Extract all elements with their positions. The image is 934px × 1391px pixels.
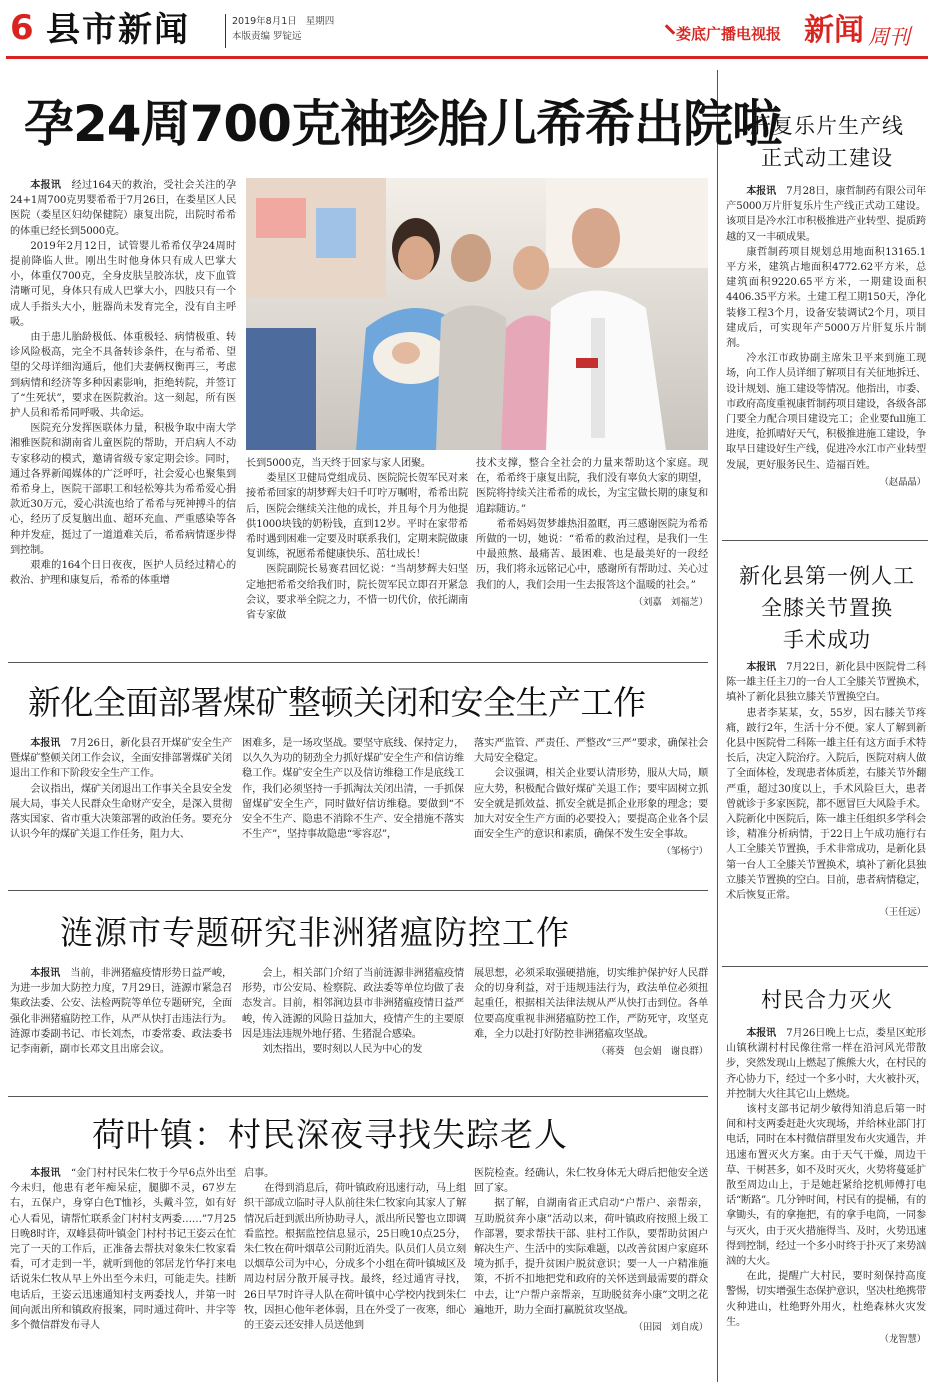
paragraph <box>726 660 926 706</box>
paragraph <box>726 245 926 351</box>
paragraph <box>474 1166 708 1196</box>
side2-title <box>722 560 932 656</box>
paragraph-text: 长到5000克，当天终于回家与家人团聚。 <box>246 458 431 469</box>
side1-body <box>726 184 926 528</box>
paragraph <box>242 1042 464 1057</box>
paragraph <box>10 736 232 782</box>
paragraph-text: 落实严监管、严责任、严整改“三严”要求，确保社会大局安全稳定。 <box>474 738 708 765</box>
article1-bottom-rule <box>8 662 708 663</box>
page-number: 6 <box>10 8 34 48</box>
paragraph-text: 当前，非洲猪瘟疫情形势日益严峻，为进一步加大防控力度，7月29日，涟源市紧急召集政法委、公安、法检两院等单位专题研究，全面强化非洲猪瘟防控工作，从严从快打击违法行为。涟源市委副书记、市长刘杰，市委常委、政法委书记李南新，副市长邓文且出席会议。 <box>10 968 232 1056</box>
article3-bottom-rule <box>8 1096 708 1097</box>
paragraph <box>10 421 236 558</box>
paragraph <box>474 736 708 766</box>
dateline-label: 本报讯 <box>30 738 61 749</box>
paragraph-text: 医院充分发挥医联体力量，积极争取中南大学湘雅医院和湖南省儿童医院的帮助，开启病人不动专家移动的模式，邀请省级专家定期会诊。同时，通过各界新闻媒体的广泛呼吁，社会爱心也聚集到希希身上，医院干部职工和轻松筹共为希希爱心捐款近30万元，爱心洪流也给了希希与死神搏斗的信心，经历了反复脑出血、超环充血、严重感染等各种并发症，挺过了一道道难关后，希希病情逐步得到控制。 <box>10 423 236 556</box>
paragraph <box>10 239 236 330</box>
article2-col1 <box>10 736 232 876</box>
paragraph-text: 2019年2月12日，试管婴儿希希仅孕24周时提前降临人世。刚出生时他身体只有成人巴掌大小，体重仅700克，全身皮肤呈胶冻状，皮下血管清晰可见，身体只有成人巴掌大小，四肢只有一个成人手指头大小，脏器尚未发育完全，没有自主呼吸。 <box>10 240 236 328</box>
article1-col3 <box>476 456 708 656</box>
masthead-date: 2019年8月1日 <box>232 16 297 27</box>
byline: （刘嘉 刘福芝） <box>633 596 708 608</box>
section-title: 县市新闻 <box>46 10 190 50</box>
paragraph <box>726 351 926 473</box>
paragraph-text: 娄星区卫健局党组成员、医院院长贺军民对来接希希回家的胡梦辉夫妇千叮咛万嘱咐，希希出院后，医院会继续关注他的成长，并且每个月为他提供1000块钱的奶粉钱，直到12岁。平时在家带希希时遇到困难一定要及时联系我们，定期来院做康复训练，祝愿希希健康快乐、茁壮成长！ <box>246 473 468 561</box>
byline: （王任远） <box>879 907 926 919</box>
article2-col2 <box>242 736 464 876</box>
paragraph <box>10 1166 236 1333</box>
paragraph-text: 会议指出，煤矿关闭退出工作事关全县安全发展大局，事关人民群众生命财产安全，是深入贯彻落实国家、省市重大决策部署的政治任务。要充分认识今年的煤矿关退工作任务，阻力大、 <box>10 783 232 841</box>
article3-col1 <box>10 966 232 1086</box>
article1-title: 孕24周700克袖珍胎儿希希出院啦 <box>24 95 781 153</box>
paragraph-text: 经过164天的救治，受社会关注的孕24+1周700克男婴希希于7月26日，在娄星区人民医院（娄星区妇幼保健院）康复出院，出院时希希的体重已经长到5000克。 <box>10 180 236 237</box>
paragraph-text: 患者李某某，女，55岁，因右膝关节疼痛，跛行2年，生活十分不便。家人了解到新化县中医院骨二科陈一雄主任有这方面手术特长后，决定入院治疗。入院后，医院对病人做了全面体检，发现患者体质差，右膝关节外翻严重，超过30度以上，手术风险巨大，患者曾就诊于多家医院，都不愿冒巨大风险手术。入院新化中医院后，陈一雄主任组织多学科会诊，精准分析病情，于22日上午成功施行右人工全膝关节置换，手术非常成功，是新化县第一台人工全膝关节置换术，填补了新化县独立膝关节置换的空白。目前，患者病情稳定，术后恢复正常。 <box>726 707 926 902</box>
paragraph <box>726 184 926 245</box>
paragraph <box>476 517 708 593</box>
side3-body <box>726 1026 926 1382</box>
article3-col3 <box>474 966 708 1086</box>
dateline-label: 本报讯 <box>30 180 62 191</box>
article2-title: 新化全面部署煤矿整顿关闭和安全生产工作 <box>28 683 646 722</box>
dateline-label: 本报讯 <box>30 1168 61 1179</box>
paragraph <box>10 330 236 421</box>
paragraph <box>10 178 236 239</box>
brand-weekly: 周刊 <box>868 25 910 49</box>
masthead-weekday: 星期四 <box>305 16 335 27</box>
paragraph <box>242 966 464 1042</box>
paragraph-text: 希希妈妈贺梦雄热泪盈眶，再三感谢医院为希希所做的一切，她说：“希希的救治过程，是我们一生中最煎熬、最痛苦、最困难、也是最美好的一段经历，我们将永远铭记心中，感谢所有帮助过、关心过我们的人，我们会用一生去报答这个温暖的社会。” <box>476 518 708 591</box>
paragraph-text: 7月26日，新化县召开煤矿安全生产暨煤矿整顿关闭工作会议，全面安排部署煤矿关闭退出工作和下阶段安全生产工作。 <box>10 738 232 780</box>
dateline-label: 本报讯 <box>746 662 777 673</box>
side2-title-line2: 全膝关节置换 <box>761 596 893 620</box>
article4-col1 <box>10 1166 236 1382</box>
paragraph-text: 由于患儿胎龄极低、体重极轻、病情极重、转诊风险极高，完全不具备转诊条件，在与希希、望望的父母详细沟通后，他们夫妻俩权衡再三，考虑到病情和经济等多种因素影响，拒绝转院，并签订了“生死状”，要求在医院救治。这一刻起，所有医护人员和希希同呼吸、共命运。 <box>10 332 236 420</box>
article3-col2 <box>242 966 464 1086</box>
paragraph-text: 7月22日，新化县中医院骨二科陈一雄主任主刀的一台人工全膝关节置换术，填补了新化县独立膝关节置换空白。 <box>726 662 926 704</box>
masthead-rule <box>6 56 928 59</box>
article3-title: 涟源市专题研究非洲猪瘟防控工作 <box>60 913 570 952</box>
article1-col1 <box>10 178 236 656</box>
paragraph-text: 艰难的164个日日夜夜，医护人员经过精心的救治、护理和康复后，希希的体重增 <box>10 560 236 587</box>
paragraph <box>726 1269 926 1330</box>
paragraph <box>474 766 708 842</box>
paragraph <box>10 558 236 588</box>
paragraph-text: 会议强调，相关企业要认清形势，服从大局，顺应大势，积极配合做好煤矿关退工作；要牢固树立抓安全就是抓效益、抓安全就是抓企业形象的理念；要加大对安全生产方面的必要投入；要提高企业各个层面安全生产的意识和素质，确保不发生安全事故。 <box>474 768 708 841</box>
dateline-label: 本报讯 <box>746 1028 777 1039</box>
paragraph <box>10 966 232 1057</box>
byline: （田园 刘自成） <box>633 1322 708 1334</box>
paragraph-text: 在得到消息后，荷叶镇政府迅速行动，马上组织干部成立临时寻人队前往朱仁牧家向其家人了解情况后赶到派出所协助寻人，派出所民警也立即调看监控。根据监控信息显示，25日晚10点25分，朱仁牧在荷叶烟草公司附近消失。队员们人员立刻以烟草公司为中心，分成多个小组在荷叶镇城区及周边村居分散开展寻找。最终，经过通宵寻找，26日早7时许寻人队在荷叶镇中心学校内找到朱仁牧，因担心他年老体弱，且在外受了一夜寒，细心的王姿云还安排人员送他到 <box>244 1183 466 1332</box>
paragraph <box>244 1166 466 1181</box>
byline: （赵晶晶） <box>879 476 926 488</box>
side2-body <box>726 660 926 960</box>
paragraph-text: 会上，相关部门介绍了当前涟源非洲猪瘟疫情形势，市公安局、检察院、政法委等单位均做了表态发言。目前，相邻涧边县市非洲猪瘟疫情日益严峻，传入涟源的风险日益加大，疫情产生的主要原因是违法违规外地仔猪、生猪混合感染。 <box>242 968 464 1040</box>
side1-title-line2: 正式动工建设 <box>761 146 893 170</box>
paragraph <box>246 562 468 623</box>
paragraph-text: 困难多，是一场攻坚战。要坚守底线、保持定力，以久久为功的韧劲全力抓好煤矿安全生产和信访维稳工作。煤矿安全生产以及信访维稳工作是底线工作，我们必须坚持一手抓淘汰关闭出清，一手抓保留煤矿安全生产，同时做好信访维稳。要做到“不安全不生产、隐患不消除不生产、安全措施不落实不生产”，坚持事故隐患“零容忍”， <box>242 738 464 841</box>
side2-title-line3: 手术成功 <box>783 628 871 652</box>
brand-name: 娄底广播电视报 <box>676 25 782 43</box>
dateline-label: 本报讯 <box>746 186 777 197</box>
paragraph-text: 医院副院长易赛君回忆说：“当胡梦辉夫妇坚定地把希希交给我们时，院长贺军民立即召开紧急会议，要求举全院之力，不惜一切代价，依托湖南省专家做 <box>246 564 468 622</box>
paragraph <box>246 456 468 471</box>
article4-col2 <box>244 1166 466 1382</box>
article4-title: 荷叶镇：村民深夜寻找失踪老人 <box>92 1115 568 1154</box>
paragraph-text: 据了解，自湖南省正式启动“户帮户、亲帮亲，互助脱贫奔小康”活动以来，荷叶镇政府按照上级工作部署，要求帮扶干部、驻村工作队，要帮助贫困户解决生产、生活中的实际难题，以改善贫困户家庭环境为抓手，提升贫困户脱贫意识；要一人一户精准施策，不折不扣地把党和政府的关怀送到最需要的群众中去，让“户帮户亲帮亲，互助脱贫奔小康”文明之花遍地开，助力全面打赢脱贫攻坚战。 <box>474 1198 708 1316</box>
paragraph-text: “金门村村民朱仁牧于今早6点外出至今未归，他患有老年痴呆症，腿脚不灵，67岁左右，五保户，身穿白色T恤衫，头戴斗笠，如有好心人看见，请帮忙联系金门村村支两委……”7月25日晚8时许，双峰县荷叶镇金门村村书记王姿云在忙完了一天的工作后，正准备去帮扶对象朱仁牧家看看，可才走到一半，就听到他的邻居龙竹华打来电话说朱仁牧从早上外出至今未归，可能走失。挂断电话后，王姿云迅速通知村支两委找人，并第一时间向派出所和镇政府报案，同时通过荷叶、井字等多个微信群发布寻人 <box>10 1168 236 1332</box>
paragraph <box>474 1196 708 1318</box>
side1-bottom-rule <box>722 540 928 541</box>
paragraph-text: 康哲制药项目规划总用地面积13165.1平方米，建筑占地面积4772.62平方米，总建筑面积9220.65平方米，一期建设面积4406.35平方米。土建工程工期150天，净化装修工程3个月，设备安装调试2个月，项目建成后，可实现年产5000万片肝复乐片制剂。 <box>726 246 926 350</box>
paragraph-text: 医院检查。经确认，朱仁牧身体无大碍后把他安全送回了家。 <box>474 1168 708 1195</box>
paragraph-text: 在此，提醒广大村民，要时刻保持高度警惕，切实增强生态保护意识，坚决杜绝携带火种进山，杜绝野外用火，杜绝森林火灾发生。 <box>726 1271 926 1328</box>
paragraph <box>726 706 926 904</box>
paragraph <box>10 782 232 843</box>
paragraph <box>476 456 708 517</box>
masthead-divider <box>225 14 226 48</box>
article1-photo <box>246 178 708 450</box>
brand-slash-icon <box>665 24 676 35</box>
paragraph-text: 展思想，必须采取强硬措施，切实维护保护好人民群众的切身利益，对于违规违法行为，政法单位必须扭起重任，根据相关法律法规从严从快打击到位。各单位要高度重视非洲猪瘟防控工作，严防死守，攻坚克难，全力以赴打好防控非洲猪瘟攻坚战。 <box>474 968 708 1040</box>
article4-col3 <box>474 1166 708 1382</box>
paragraph <box>246 471 468 562</box>
sidebar-divider <box>717 70 718 1382</box>
article2-col3 <box>474 736 708 876</box>
paragraph <box>242 736 464 842</box>
masthead-editor: 本版责编 罗锭远 <box>232 31 302 42</box>
article2-bottom-rule <box>8 890 708 891</box>
paragraph-text: 冷水江市政协副主席朱卫平来到施工现场，向工作人员详细了解项目有关征地拆迁、设计规划、施工建设等情况。他指出，市委、市政府高度重视康哲制药项目建设，各级各部门要全力配合项目建设完工；企业要full施工进度，抢抓晴好天气，积极推进施工建设，争取早日建设好生产线，促进冷水江市产业转型发展，更好服务民生、造福百姓。 <box>726 353 926 471</box>
paragraph-text: 技术支撑，整合全社会的力量来帮助这个家庭。现在，希希终于康复出院，我们没有辜负大家的期望，医院将持续关注希希的成长，为宝宝做长期的康复和追踪随访。” <box>476 458 708 515</box>
paragraph-text: 启事。 <box>244 1168 274 1179</box>
paragraph-text: 该村支部书记胡少敏得知消息后第一时间和村支两委赶赴火灾现场，并给林业部门打电话，同时在本村微信群里发布火灾通告，并迅速布置灭火方案。由于天气干燥，周边干草、干树甚多，如不及时灭火，火势将蔓延扩散至周边山上，于是她赶紧给挖机师傅打电话“断路”。几分钟时间，村民有的提桶，有的拿锄头，有的拿拖把，有的拿手电筒，一同参与灭火，由于灭火措施得当、及时，火势迅速得到控制，经过一个多小时终于扑灭了来势汹汹的大火。 <box>726 1104 926 1268</box>
side2-bottom-rule <box>722 966 928 967</box>
side2-title-line1: 新化县第一例人工 <box>739 564 915 588</box>
paragraph-text: 7月28日，康哲制药有限公司年产5000万片肝复乐片生产线正式动工建设。该项目是冷水江市积极推进产业转型、提质跨越的又一丰硕成果。 <box>726 186 926 243</box>
photo-illustration <box>246 178 708 450</box>
dateline-label: 本报讯 <box>30 968 61 979</box>
brand-news: 新闻 <box>804 13 864 48</box>
paragraph <box>726 1102 926 1269</box>
byline: （龙智慧） <box>879 1334 926 1346</box>
paragraph-text: 7月26日晚上七点，娄星区蛇形山镇秋湖村村民像往常一样在沿河风光带散步，突然发现山上燃起了熊熊大火，在村民的齐心协力下，经过一个多小时，大火被扑灭，并控制大火往其它山上燃烧。 <box>726 1028 926 1100</box>
byline: （邹杨宁） <box>661 846 708 858</box>
paragraph <box>244 1181 466 1333</box>
paragraph <box>474 966 708 1042</box>
paragraph <box>726 1026 926 1102</box>
side1-title <box>722 110 932 174</box>
paragraph-text: 刘杰指出，要时刻以人民为中心的发 <box>262 1044 423 1056</box>
side3-title: 村民合力灭火 <box>761 988 893 1012</box>
article1-col2 <box>246 456 468 656</box>
side1-title-line1: 肝复乐片生产线 <box>750 114 904 138</box>
byline: （蒋葵 包会娟 谢良群） <box>596 1046 708 1058</box>
masthead-date-line <box>232 15 334 29</box>
